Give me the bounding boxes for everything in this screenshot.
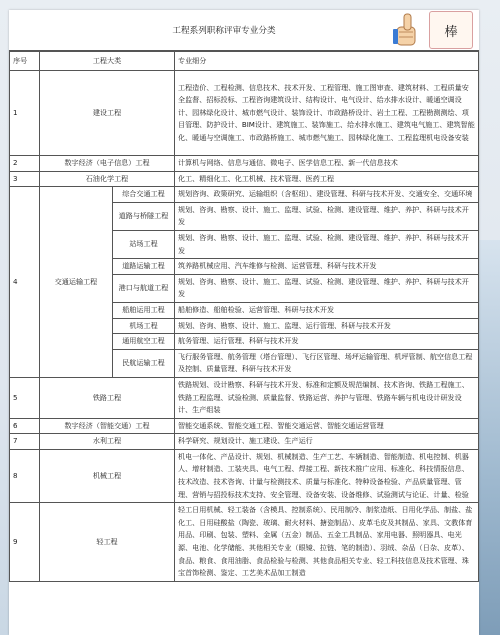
table-row [10,171,479,187]
table-row [10,377,479,418]
row-detail: 轻工日用机械、轻工装备（含模具、控制系统）、民用制冷、制浆造纸、日用化学品、制盐、盐化工、日用硅酸盐（陶瓷、玻璃、耐火材料、搪瓷制品）、皮革毛皮及其制品、家具、文教体育用品、印刷、包装、塑料、金属（五金）制品、五金工具制品、家用电器、照明器具、电光源、电池、化学储能、其他相关专业（眼镜、拉链、笔的制造）、羽绒、杂品（日杂、皮革）、食品、粮食、食用油脂、食品检验与检测、其他食品相关专业、轻工科技信息及技术管理、珠宝首饰检测、鉴定、工艺美术品加工制造 [175,503,479,582]
sub-detail: 船舶修造、船舶检验、运营管理、科研与技术开发 [175,302,479,318]
row-no: 5 [10,377,40,418]
sub-detail: 筑养路机械应用、汽车维修与检测、运营管理、科研与技术开发 [175,259,479,275]
row-no: 3 [10,171,40,187]
row-category: 轻工程 [40,503,175,582]
sub-category: 民航运输工程 [113,349,175,377]
thumbs-up-icon [391,11,425,49]
sub-detail: 航务管理、运行管理、科研与技术开发 [175,334,479,350]
page-title: 工程系列职称评审专业分类 [172,26,276,36]
row-detail: 铁路规划、设计勘察、科研与技术开发、标准和定额及规范编制、技术咨询、铁路工程施工、铁路工程监理、试验检测、质量监督、铁路运营、养护与管理、铁路车辆与机电设计研发设计、生产组装 [175,377,479,418]
row-no: 6 [10,418,40,434]
sub-category: 船舶运用工程 [113,302,175,318]
sub-category: 综合交通工程 [113,187,175,203]
row-category: 数字经济（电子信息）工程 [40,156,175,172]
row-no: 4 [10,187,40,378]
category-table [9,51,479,582]
sub-detail: 飞行服务管理、航务管理（塔台管理）、飞行区管理、场坪运输管理、机坪管制、航空信息工程及控制、质量管理、科研与技术开发 [175,349,479,377]
header-row [10,52,479,71]
thumbs-up-badge [391,10,473,50]
header-no: 序号 [10,52,40,71]
table-row [10,156,479,172]
sub-detail: 规划咨询、政策研究、运输组织（含枢纽）、建设管理、科研与技术开发、交通安全、交通环境 [175,187,479,203]
title-row [9,10,479,51]
row-category: 交通运输工程 [40,187,113,378]
row-category: 水利工程 [40,434,175,450]
sub-category: 道路运输工程 [113,259,175,275]
row-category: 铁路工程 [40,377,175,418]
sub-detail: 规划、咨询、勘察、设计、施工、监理、试验、检测、建设管理、维护、养护、科研与技术开发 [175,274,479,302]
row-category: 石油化学工程 [40,171,175,187]
row-no: 9 [10,503,40,582]
table-row [10,503,479,582]
praise-stamp-text: 棒 [444,24,458,40]
header-detail: 专业细分 [175,52,479,71]
sub-category: 站场工程 [113,230,175,258]
table-row [10,418,479,434]
sub-category: 道路与桥隧工程 [113,202,175,230]
sub-detail: 规划、咨询、勘察、设计、施工、监理、试验、检测、建设管理、维护、养护、科研与技术开发 [175,230,479,258]
row-detail: 计算机与网络、信息与通信、微电子、医学信息工程、新一代信息技术 [175,156,479,172]
row-detail: 智能交通系统、智能交通工程、智能交通运营、智能交通运营管理 [175,418,479,434]
table-row [10,71,479,156]
row-no: 1 [10,71,40,156]
row-no: 8 [10,449,40,502]
row-category: 建设工程 [40,71,175,156]
table-row [10,449,479,502]
document-sheet [9,10,479,635]
sub-category: 机场工程 [113,318,175,334]
sub-detail: 规划、咨询、勘察、设计、施工、监理、试验、检测、建设管理、维护、养护、科研与技术开发 [175,202,479,230]
praise-stamp [429,11,473,49]
sub-category: 通用航空工程 [113,334,175,350]
table-row [10,187,479,203]
row-detail: 机电一体化、产品设计、规划、机械制造、生产工艺、车辆制造、智能制造、机电控制、机器人、增材制造、工装夹具、电气工程、焊接工程、新技术推广应用、标准化、科技情报信息、技术改造、技术咨询、计量与检测技术、质量与标准化、特种设备检验、产品质量管理、管理、营销与招投标技术支持、安全管理、设备安装、设备维修、试验测试与论证、计量、检验 [175,449,479,502]
background-strip [479,240,500,635]
row-category: 机械工程 [40,449,175,502]
row-detail: 化工、精细化工、化工机械、技术管理、医药工程 [175,171,479,187]
table-row [10,434,479,450]
header-category: 工程大类 [40,52,175,71]
row-category: 数字经济（智能交通）工程 [40,418,175,434]
row-no: 2 [10,156,40,172]
row-detail: 工程造价、工程检测、信息技术、技术开发、工程管理、施工图审查、建筑材料、工程质量安全监督、招标投标、工程咨询建筑设计、结构设计、电气设计、给水排水设计、暖通空调设计、园林绿化设计、城市燃气设计、装饰设计、市政路桥设计、岩土工程、工程勘测测绘、项目管理、防护设计、BIM设计、建筑施工、装饰施工、给水排水施工、建筑电气施工、建筑智能化、暖通与空调施工、市政路桥施工、城市燃气施工、园林绿化施工、工程监理机电设备安装 [175,71,479,156]
row-detail: 科学研究、规划设计、施工建设、生产运行 [175,434,479,450]
sub-category: 港口与航道工程 [113,274,175,302]
sub-detail: 规划、咨询、勘察、设计、施工、监理、运行管理、科研与技术开发 [175,318,479,334]
row-no: 7 [10,434,40,450]
